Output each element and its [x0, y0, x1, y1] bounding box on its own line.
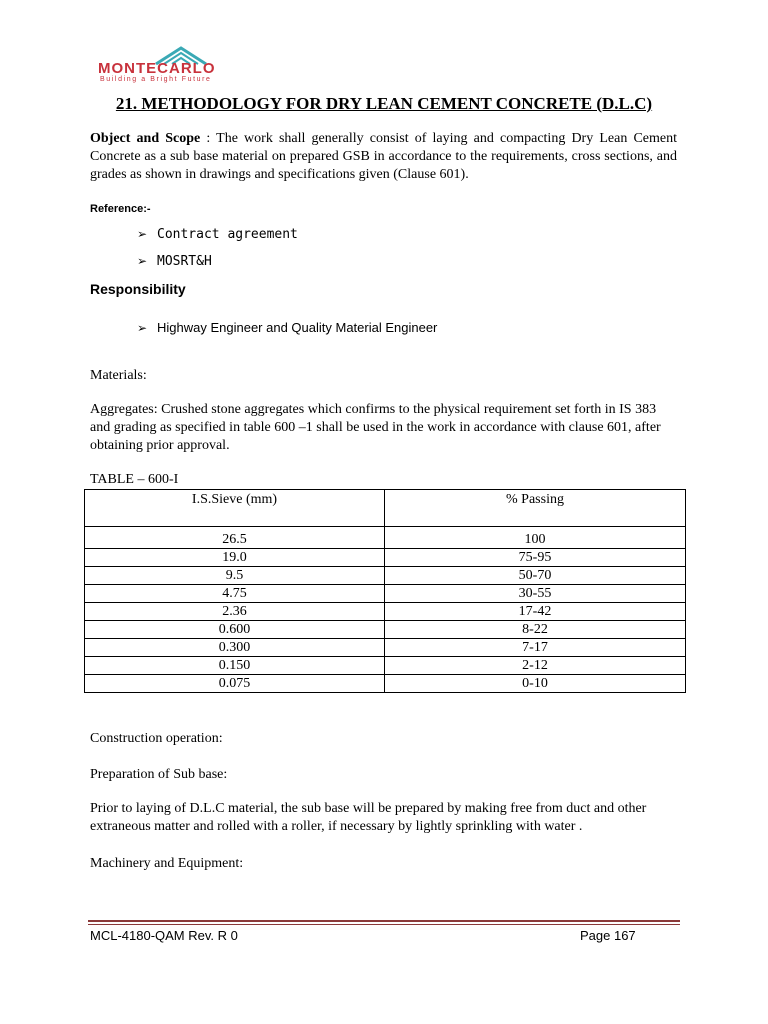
table-row: 4.75 30-55 [85, 585, 686, 603]
reference-item: ➢ Contract agreement [137, 227, 298, 242]
table-row: 0.600 8-22 [85, 621, 686, 639]
table-row: 26.5 100 [85, 527, 686, 549]
table-caption: TABLE – 600-I [90, 472, 179, 487]
footer-page-number: Page 167 [580, 928, 636, 943]
sieve-table [84, 489, 686, 693]
aggregates-paragraph: Aggregates: Crushed stone aggregates which confirms to the physical requirement set forth in IS 383 and grading as specified in table 600 –1 shall be used in the work in accordance with clause 601, after obtaining prior approval. [90, 402, 661, 453]
page-title: 21. METHODOLOGY FOR DRY LEAN CEMENT CONCRETE (D.L.C) [115, 94, 653, 113]
footer-divider-thin [88, 924, 680, 925]
arrow-bullet-icon: ➢ [137, 254, 148, 268]
reference-item: ➢ MOSRT&H [137, 254, 212, 269]
table-row: 19.0 75-95 [85, 549, 686, 567]
object-scope-paragraph [90, 130, 677, 184]
materials-label: Materials: [90, 368, 147, 383]
footer-doc-ref: MCL-4180-QAM Rev. R 0 [90, 928, 238, 943]
machinery-label: Machinery and Equipment: [90, 856, 244, 871]
company-logo [96, 44, 286, 84]
prep-label: Preparation of Sub base: [90, 767, 228, 782]
construction-label: Construction operation: [90, 731, 223, 746]
table-row: 9.5 50-70 [85, 567, 686, 585]
table-row: 2.36 17-42 [85, 603, 686, 621]
table-header-passing: % Passing [385, 490, 686, 527]
table-row: 0.300 7-17 [85, 639, 686, 657]
table-row: 0.075 0-10 [85, 675, 686, 693]
prep-paragraph: Prior to laying of D.L.C material, the sub base will be prepared by making free from duct and other extraneous matter and rolled with a roller, if necessary by lightly sprinkling with water . [90, 801, 647, 834]
arrow-bullet-icon: ➢ [137, 321, 148, 335]
logo-tagline: Building a Bright Future [100, 76, 212, 83]
responsibility-label: Responsibility [90, 281, 186, 297]
table-header-sieve: I.S.Sieve (mm) [85, 490, 385, 527]
object-scope-text: : The work shall generally consist of laying and compacting Dry Lean Cement Concrete as a sub base material on prepared GSB in accordance to the requirements, cross sections, and grades as shown in drawings and specifications given (Clause 601). [90, 131, 677, 182]
object-scope-label: Object and Scope [90, 131, 201, 146]
arrow-bullet-icon: ➢ [137, 227, 148, 241]
logo-name: MONTECARLO [98, 60, 216, 77]
responsibility-item: ➢ Highway Engineer and Quality Material Engineer [137, 320, 438, 335]
table-row: 0.150 2-12 [85, 657, 686, 675]
reference-label: Reference:- [90, 203, 151, 215]
footer-divider [88, 920, 680, 922]
